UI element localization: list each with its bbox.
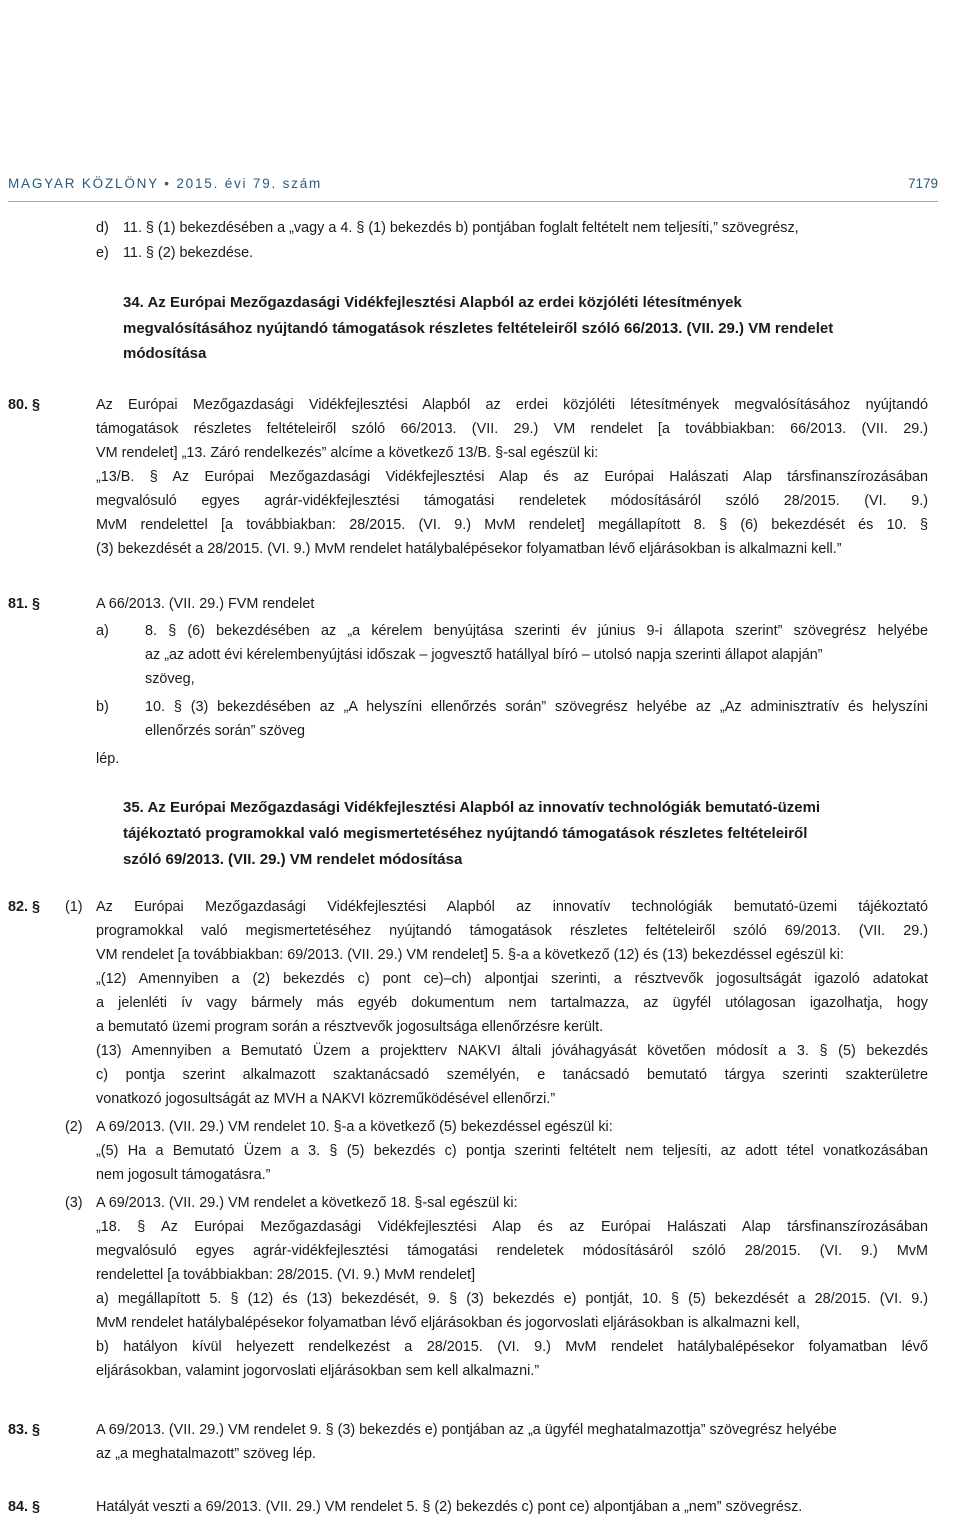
- item-label-d: d): [96, 220, 109, 236]
- subsection-3-line: MvM rendelet hatálybalépésekor folyamatban lévő eljárásokban és jogorvoslati eljárásokban is alkalmazni kell,: [96, 1315, 800, 1331]
- paragraph-80-line: MvM rendelettel [a továbbiakban: 28/2015. (VI. 9.) MvM rendelet] megállapított 8. § (6) bekezdését és 10. §: [96, 517, 928, 533]
- subsection-3-line: megvalósuló egyes agrár-vidékfejlesztési támogatási rendeletek módosításáról szóló 28/2015. (VI. 9.) MvM: [96, 1243, 928, 1259]
- subsection-1-line: „(12) Amennyiben a (2) bekezdés c) pont ce)–ch) alpontjai szerinti, a résztvevők jogosultságát igazoló adatokat: [96, 971, 928, 987]
- paragraph-80-line: „13/B. § Az Európai Mezőgazdasági Vidékfejlesztési Alap és az Európai Halászati Alap társfinanszírozásában: [96, 469, 928, 485]
- subsection-2-line: „(5) Ha a Bemutató Üzem a 3. § (5) bekezdés c) pontja szerinti feltételt nem teljesíti, az adott tétel vonatkozásában: [96, 1143, 928, 1159]
- subsection-2-line: A 69/2013. (VII. 29.) VM rendelet 10. §-a a következő (5) bekezdéssel egészül ki:: [96, 1119, 613, 1135]
- item-b-line: 10. § (3) bekezdésében az „A helyszíni ellenőrzés során” szövegrész helyébe az „Az adminisztratív és helyszíni: [145, 699, 928, 715]
- subsection-1-line: c) pontja szerint alkalmazott szaktanácsadó személyén, e tanácsadó bemutató tárgya szerinti szakterületre: [96, 1067, 928, 1083]
- subsection-3-line: eljárásokban, valamint jogorvoslati eljárásokban sem kell alkalmazni.”: [96, 1363, 540, 1379]
- subsection-3-line: a) megállapított 5. § (12) és (13) bekezdését, 9. § (3) bekezdés e) pontját, 10. § (5) bekezdését a 28/2015. (VI. 9.): [96, 1291, 928, 1307]
- section-35-heading-line: tájékoztató programokkal való megismertetéséhez nyújtandó támogatások részletes feltételeiről: [123, 825, 808, 842]
- subsection-1-line: (13) Amennyiben a Bemutató Üzem a projektterv NAKVI általi jóváhagyását követően módosít a 3. § (5) bekezdés: [96, 1043, 928, 1059]
- subsection-1-line: a jelenléti ív vagy bármely más egyéb dokumentum nem tartalmazza, az ügyfél utólagosan igazolhatja, hogy: [96, 995, 928, 1011]
- page-number: 7179: [907, 176, 938, 191]
- paragraph-81-closing: lép.: [96, 751, 120, 767]
- subsection-label-1: (1): [65, 899, 83, 915]
- subsection-3-line: A 69/2013. (VII. 29.) VM rendelet a következő 18. §-sal egészül ki:: [96, 1195, 518, 1211]
- item-text-e: 11. § (2) bekezdése.: [123, 245, 254, 261]
- subsection-1-line: programokkal való megismertetéséhez nyújtandó támogatások részletes feltételeiről szóló 69/2013. (VII. 29.): [96, 923, 928, 939]
- paragraph-80-line: (3) bekezdését a 28/2015. (VI. 9.) MvM rendelet hatálybalépésekor folyamatban lévő eljárásokban is alkalmazni kell.”: [96, 541, 842, 557]
- paragraph-number-80: 80. §: [8, 397, 41, 413]
- paragraph-number-82: 82. §: [8, 899, 41, 915]
- paragraph-84-line: Hatályát veszti a 69/2013. (VII. 29.) VM rendelet 5. § (2) bekezdés c) pont ce) alpontjában a „nem” szövegrész.: [96, 1499, 803, 1515]
- section-34-heading-line: módosítása: [123, 345, 207, 362]
- paragraph-83-line: A 69/2013. (VII. 29.) VM rendelet 9. § (3) bekezdés e) pontjában az „a ügyfél meghatalmazottja” szövegrész helyébe: [96, 1422, 837, 1438]
- subsection-1-line: a bemutató üzemi program során a résztvevők jogosultsága ellenőrzésre került.: [96, 1019, 604, 1035]
- subsection-1-line: VM rendelet [a továbbiakban: 69/2013. (VII. 29.) VM rendelet] 5. §-a a következő (12) és (13) bekezdéssel egészül ki:: [96, 947, 844, 963]
- paragraph-number-83: 83. §: [8, 1422, 41, 1438]
- paragraph-81-intro: A 66/2013. (VII. 29.) FVM rendelet: [96, 596, 315, 612]
- header-rule: [8, 201, 938, 202]
- item-a-line: az „az adott évi kérelembenyújtási időszak – jogvesztő hatállyal bíró – utolsó napja szerinti állapot alapján”: [145, 647, 823, 663]
- item-b-line: ellenőrzés során” szöveg: [145, 723, 305, 739]
- subsection-1-line: vonatkozó jogosultságát az MVH a NAKVI közreműködésével ellenőrzi.”: [96, 1091, 556, 1107]
- subsection-label-2: (2): [65, 1119, 83, 1135]
- paragraph-80-line: támogatások részletes feltételeiről szóló 66/2013. (VII. 29.) VM rendelet [a továbbiakban: 66/2013. (VII. 29.): [96, 421, 928, 437]
- paragraph-80-line: Az Európai Mezőgazdasági Vidékfejlesztési Alapból az erdei közjóléti létesítmények megvalósításához nyújtandó: [96, 397, 928, 413]
- subsection-3-line: rendelettel [a továbbiakban: 28/2015. (VI. 9.) MvM rendelet]: [96, 1267, 476, 1283]
- subsection-1-line: Az Európai Mezőgazdasági Vidékfejlesztési Alapból az innovatív technológiák bemutató-üzemi tájékoztató: [96, 899, 928, 915]
- subsection-3-line: „18. § Az Európai Mezőgazdasági Vidékfejlesztési Alap és az Európai Halászati Alap társfinanszírozásában: [96, 1219, 928, 1235]
- journal-header: MAGYAR KÖZLÖNY • 2015. évi 79. szám: [8, 176, 323, 191]
- item-text-d: 11. § (1) bekezdésében a „vagy a 4. § (1) bekezdés b) pontjában foglalt feltételt nem teljesíti,” szövegrész,: [123, 220, 799, 236]
- item-label-b: b): [96, 699, 109, 715]
- section-35-heading-line: szóló 69/2013. (VII. 29.) VM rendelet módosítása: [123, 851, 463, 868]
- paragraph-80-line: VM rendelet] „13. Záró rendelkezés” alcíme a következő 13/B. §-sal egészül ki:: [96, 445, 599, 461]
- paragraph-83-line: az „a meghatalmazott” szöveg lép.: [96, 1446, 316, 1462]
- paragraph-number-84: 84. §: [8, 1499, 41, 1515]
- paragraph-number-81: 81. §: [8, 596, 41, 612]
- subsection-label-3: (3): [65, 1195, 83, 1211]
- item-a-line: szöveg,: [145, 671, 195, 687]
- subsection-2-line: nem jogosult támogatásra.”: [96, 1167, 271, 1183]
- item-label-e: e): [96, 245, 109, 261]
- item-a-line: 8. § (6) bekezdésében az „a kérelem benyújtása szerinti év június 9-i állapota szerint” szövegrész helyébe: [145, 623, 928, 639]
- subsection-3-line: b) hatályon kívül helyezett rendelkezést a 28/2015. (VI. 9.) MvM rendelet hatálybalépésekor folyamatban lévő: [96, 1339, 928, 1355]
- section-35-heading-line: 35. Az Európai Mezőgazdasági Vidékfejlesztési Alapból az innovatív technológiák bemutató-üzemi: [123, 799, 821, 816]
- section-34-heading-line: megvalósításához nyújtandó támogatások részletes feltételeiről szóló 66/2013. (VII. 29.) VM rendelet: [123, 320, 834, 337]
- paragraph-80-line: megvalósuló egyes agrár-vidékfejlesztési támogatási rendeletek módosításáról szóló 28/2015. (VI. 9.): [96, 493, 928, 509]
- item-label-a: a): [96, 623, 109, 639]
- section-34-heading-line: 34. Az Európai Mezőgazdasági Vidékfejlesztési Alapból az erdei közjóléti létesítmények: [123, 294, 742, 311]
